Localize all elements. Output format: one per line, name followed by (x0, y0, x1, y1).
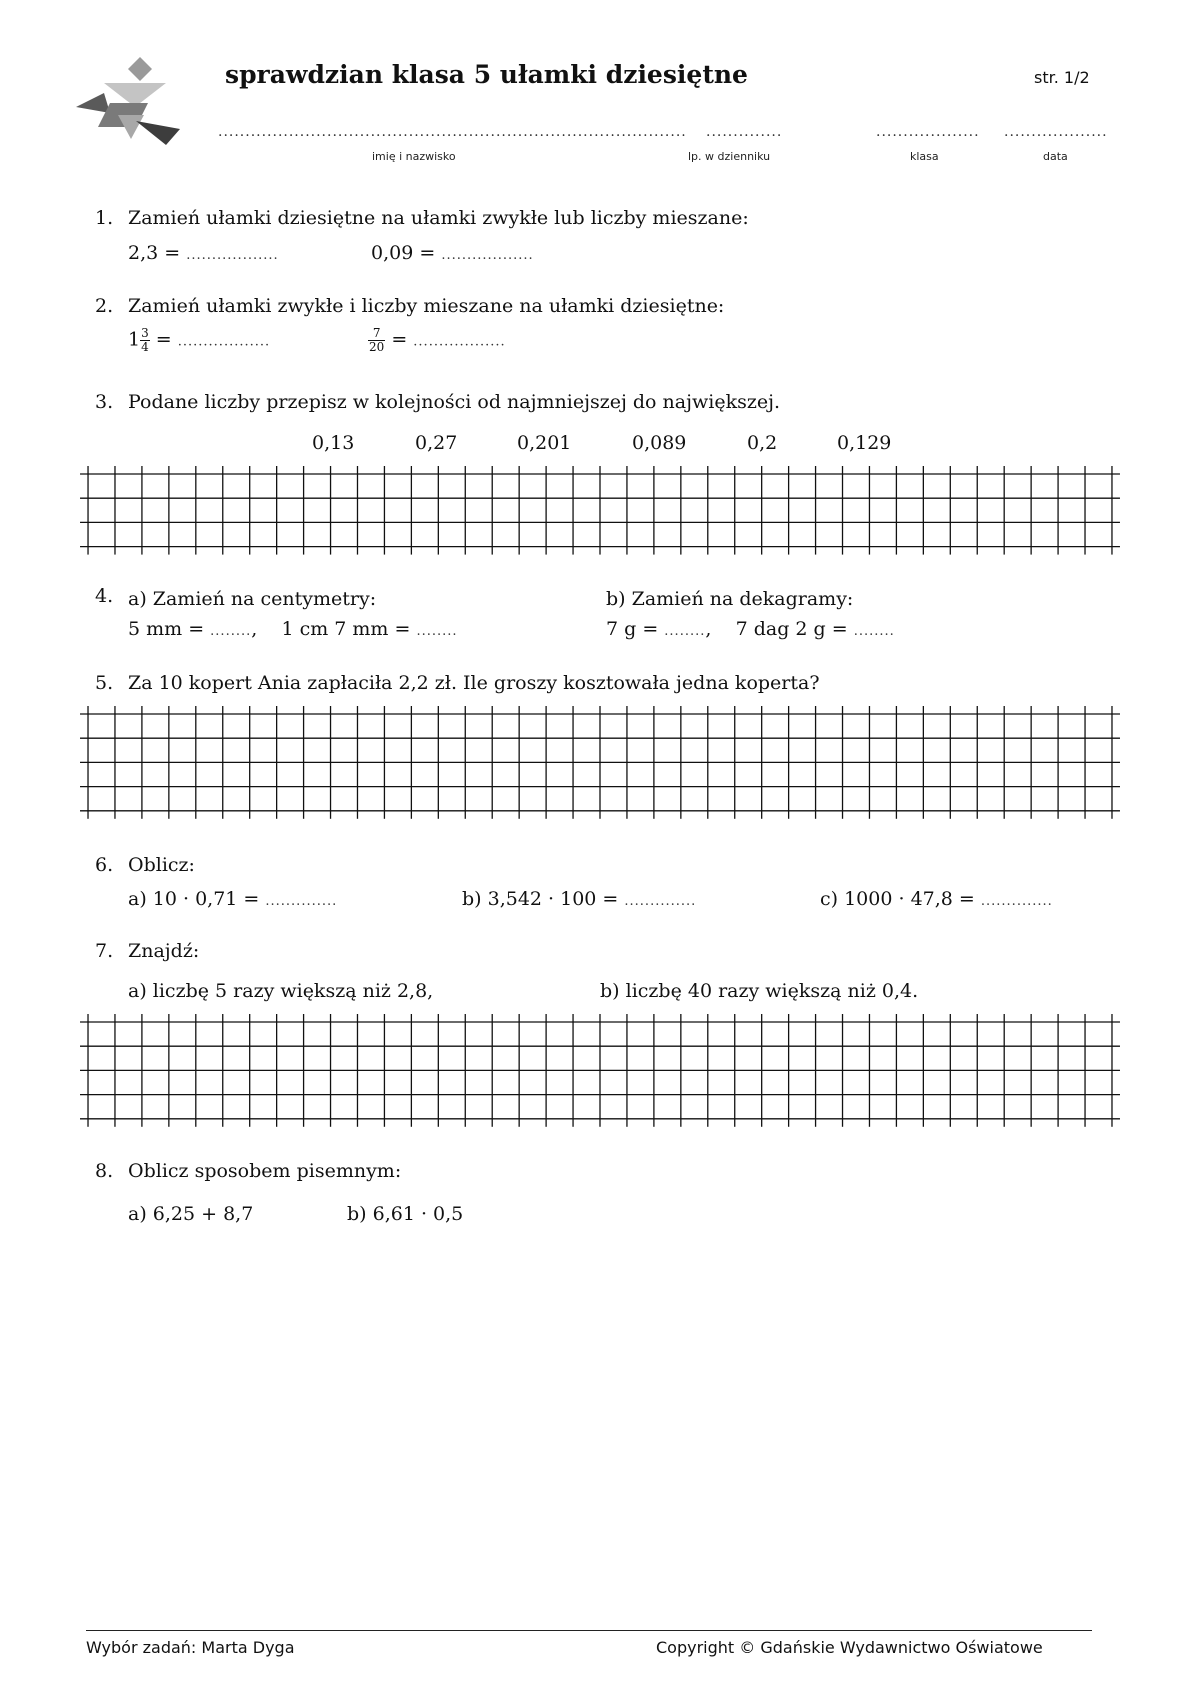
answer-blank: ........ (210, 624, 252, 639)
mixed-whole: 1 (128, 328, 141, 351)
task-6-a-expr: a) 10 · 0,71 = (128, 888, 260, 910)
task-4-a-items (128, 618, 458, 640)
date-field: ................... (1004, 124, 1108, 140)
task-6-b-expr: b) 3,542 · 100 = (462, 888, 619, 910)
task-6-b (462, 888, 696, 910)
task-2-number: 2. (95, 295, 114, 317)
task-4-a2-expr: 1 cm 7 mm = (281, 618, 411, 640)
task-6-number: 6. (95, 854, 114, 876)
comma: , (705, 618, 712, 640)
footer-author: Wybór zadań: Marta Dyga (86, 1638, 295, 1657)
answer-grid-7 (80, 1014, 1120, 1127)
number-item: 0,129 (837, 432, 892, 454)
class-label: klasa (910, 150, 939, 163)
task-7-a: a) liczbę 5 razy większą niż 2,8, (128, 980, 434, 1002)
page-number: str. 1/2 (1034, 68, 1090, 87)
fraction-numerator: 3 (141, 326, 149, 340)
task-4-number: 4. (95, 585, 114, 607)
class-field: ................... (876, 124, 980, 140)
answer-blank: .............. (624, 894, 697, 909)
task-5-text: Za 10 kopert Ania zapłaciła 2,2 zł. Ile groszy kosztowała jedna koperta? (128, 672, 820, 694)
task-2-text: Zamień ułamki zwykłe i liczby mieszane na ułamki dziesiętne: (128, 295, 725, 317)
name-label: imię i nazwisko (372, 150, 456, 163)
fraction-numerator: 7 (368, 327, 385, 341)
task-1-b-expr: 0,09 = (371, 242, 436, 264)
task-1-b (371, 242, 534, 264)
task-4-b2-expr: 7 dag 2 g = (735, 618, 848, 640)
number-item: 0,27 (415, 432, 458, 454)
fraction-denominator: 20 (369, 340, 385, 354)
comma: , (251, 618, 258, 640)
task-1-text: Zamień ułamki dziesiętne na ułamki zwykłe lub liczby mieszane: (128, 207, 749, 229)
answer-blank: .................. (413, 334, 506, 350)
task-1-a-expr: 2,3 = (128, 242, 181, 264)
answer-blank: ........ (853, 624, 895, 639)
name-field: ...................................................................................... (218, 124, 687, 140)
answer-blank: ........ (664, 624, 706, 639)
task-4-a1-expr: 5 mm = (128, 618, 205, 640)
task-6-c-expr: c) 1000 · 47,8 = (820, 888, 975, 910)
task-2-a (128, 327, 270, 354)
equals-sign: = (391, 328, 408, 351)
answer-blank: .............. (265, 894, 338, 909)
task-4-b-items (606, 618, 895, 640)
fraction (140, 327, 150, 354)
number-item: 0,201 (517, 432, 572, 454)
task-8-a: a) 6,25 + 8,7 (128, 1203, 254, 1225)
answer-grid-3 (80, 466, 1120, 555)
task-8-text: Oblicz sposobem pisemnym: (128, 1160, 402, 1182)
publisher-logo (76, 55, 182, 147)
footer-copyright: Copyright © Gdańskie Wydawnictwo Oświatowe (656, 1638, 1043, 1657)
task-3-text: Podane liczby przepisz w kolejności od najmniejszej do największej. (128, 391, 781, 413)
task-8-b: b) 6,61 · 0,5 (347, 1203, 464, 1225)
date-label: data (1043, 150, 1068, 163)
journal-number-label: lp. w dzienniku (688, 150, 771, 163)
page-title: sprawdzian klasa 5 ułamki dziesiętne (225, 60, 748, 89)
answer-blank: .................. (177, 334, 271, 350)
answer-grid-5 (80, 706, 1120, 819)
answer-blank: .............. (980, 894, 1053, 909)
task-3-number: 3. (95, 391, 114, 413)
task-4-a-title: a) Zamień na centymetry: (128, 588, 377, 610)
task-7-b: b) liczbę 40 razy większą niż 0,4. (600, 980, 919, 1002)
number-item: 0,2 (747, 432, 778, 454)
task-5-number: 5. (95, 672, 114, 694)
equals-sign: = (155, 328, 172, 351)
answer-blank: .................. (441, 248, 534, 263)
task-7-text: Znajdź: (128, 940, 200, 962)
task-6-c (820, 888, 1053, 910)
number-item: 0,13 (312, 432, 355, 454)
task-1-a (128, 242, 279, 264)
number-item: 0,089 (632, 432, 687, 454)
answer-blank: ........ (416, 624, 458, 639)
task-4-b-title: b) Zamień na dekagramy: (606, 588, 854, 610)
task-6-text: Oblicz: (128, 854, 195, 876)
fraction (368, 327, 385, 354)
journal-number-field: .............. (706, 124, 783, 140)
task-7-number: 7. (95, 940, 114, 962)
fraction-denominator: 4 (141, 340, 149, 354)
task-2-b (368, 327, 506, 354)
task-6-a (128, 888, 337, 910)
task-1-number: 1. (95, 207, 114, 229)
footer-rule (86, 1630, 1092, 1631)
task-4-b1-expr: 7 g = (606, 618, 659, 640)
task-8-number: 8. (95, 1160, 114, 1182)
answer-blank: .................. (186, 248, 279, 263)
